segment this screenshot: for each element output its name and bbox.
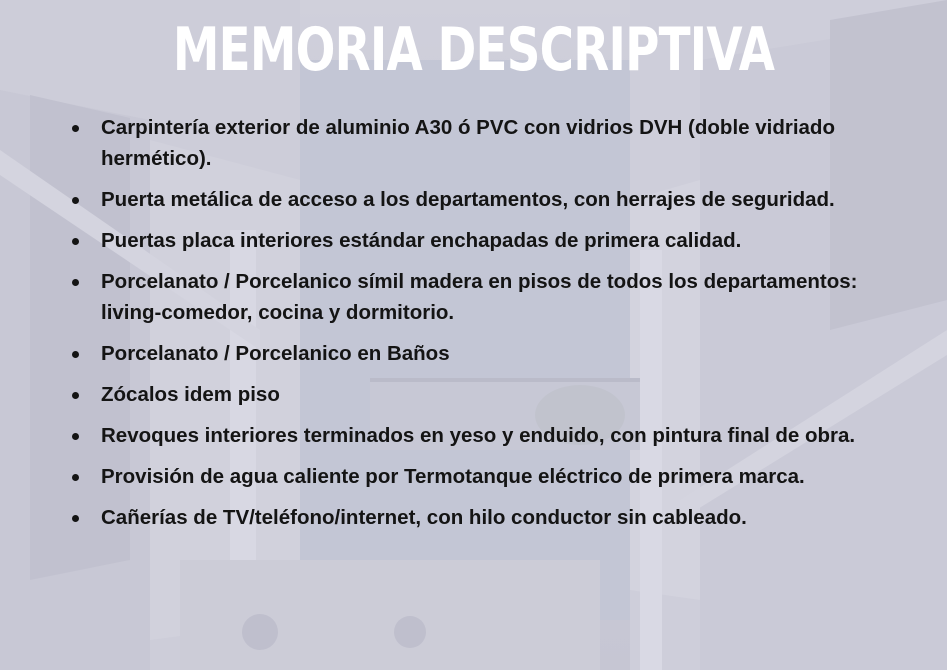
list-item xyxy=(70,420,910,451)
bullet-icon xyxy=(72,125,79,132)
list-item xyxy=(70,461,910,492)
list-item xyxy=(70,338,910,369)
list-item-text: Cañerías de TV/teléfono/internet, con hilo conductor sin cableado. xyxy=(101,506,747,529)
list-item-text: Porcelanato / Porcelanico en Baños xyxy=(101,342,450,365)
page-title: MEMORIA DESCRIPTIVA xyxy=(172,15,775,85)
list-item-text: Puerta metálica de acceso a los departamentos, con herrajes de seguridad. xyxy=(101,188,835,211)
list-item xyxy=(70,112,910,174)
list-item-text: Carpintería exterior de aluminio A30 ó PVC con vidrios DVH (doble vidriado hermético). xyxy=(101,116,835,170)
bullet-icon xyxy=(72,474,79,481)
list-item-text: Porcelanato / Porcelanico símil madera en pisos de todos los departamentos: living-comedor, cocina y dormitorio. xyxy=(101,270,858,324)
bullet-icon xyxy=(72,279,79,286)
bullet-icon xyxy=(72,197,79,204)
list-item-text: Revoques interiores terminados en yeso y enduido, con pintura final de obra. xyxy=(101,424,856,447)
bullet-icon xyxy=(72,351,79,358)
list-item xyxy=(70,379,910,410)
list-item-text: Provisión de agua caliente por Termotanque eléctrico de primera marca. xyxy=(101,465,805,488)
list-item xyxy=(70,266,910,328)
list-item-text: Puertas placa interiores estándar enchapadas de primera calidad. xyxy=(101,229,742,252)
list-item xyxy=(70,184,910,215)
bullet-icon xyxy=(72,238,79,245)
specifications-list xyxy=(70,112,910,543)
bullet-icon xyxy=(72,515,79,522)
list-item xyxy=(70,225,910,256)
bullet-icon xyxy=(72,433,79,440)
list-item-text: Zócalos idem piso xyxy=(101,383,280,406)
bullet-icon xyxy=(72,392,79,399)
list-item xyxy=(70,502,910,533)
